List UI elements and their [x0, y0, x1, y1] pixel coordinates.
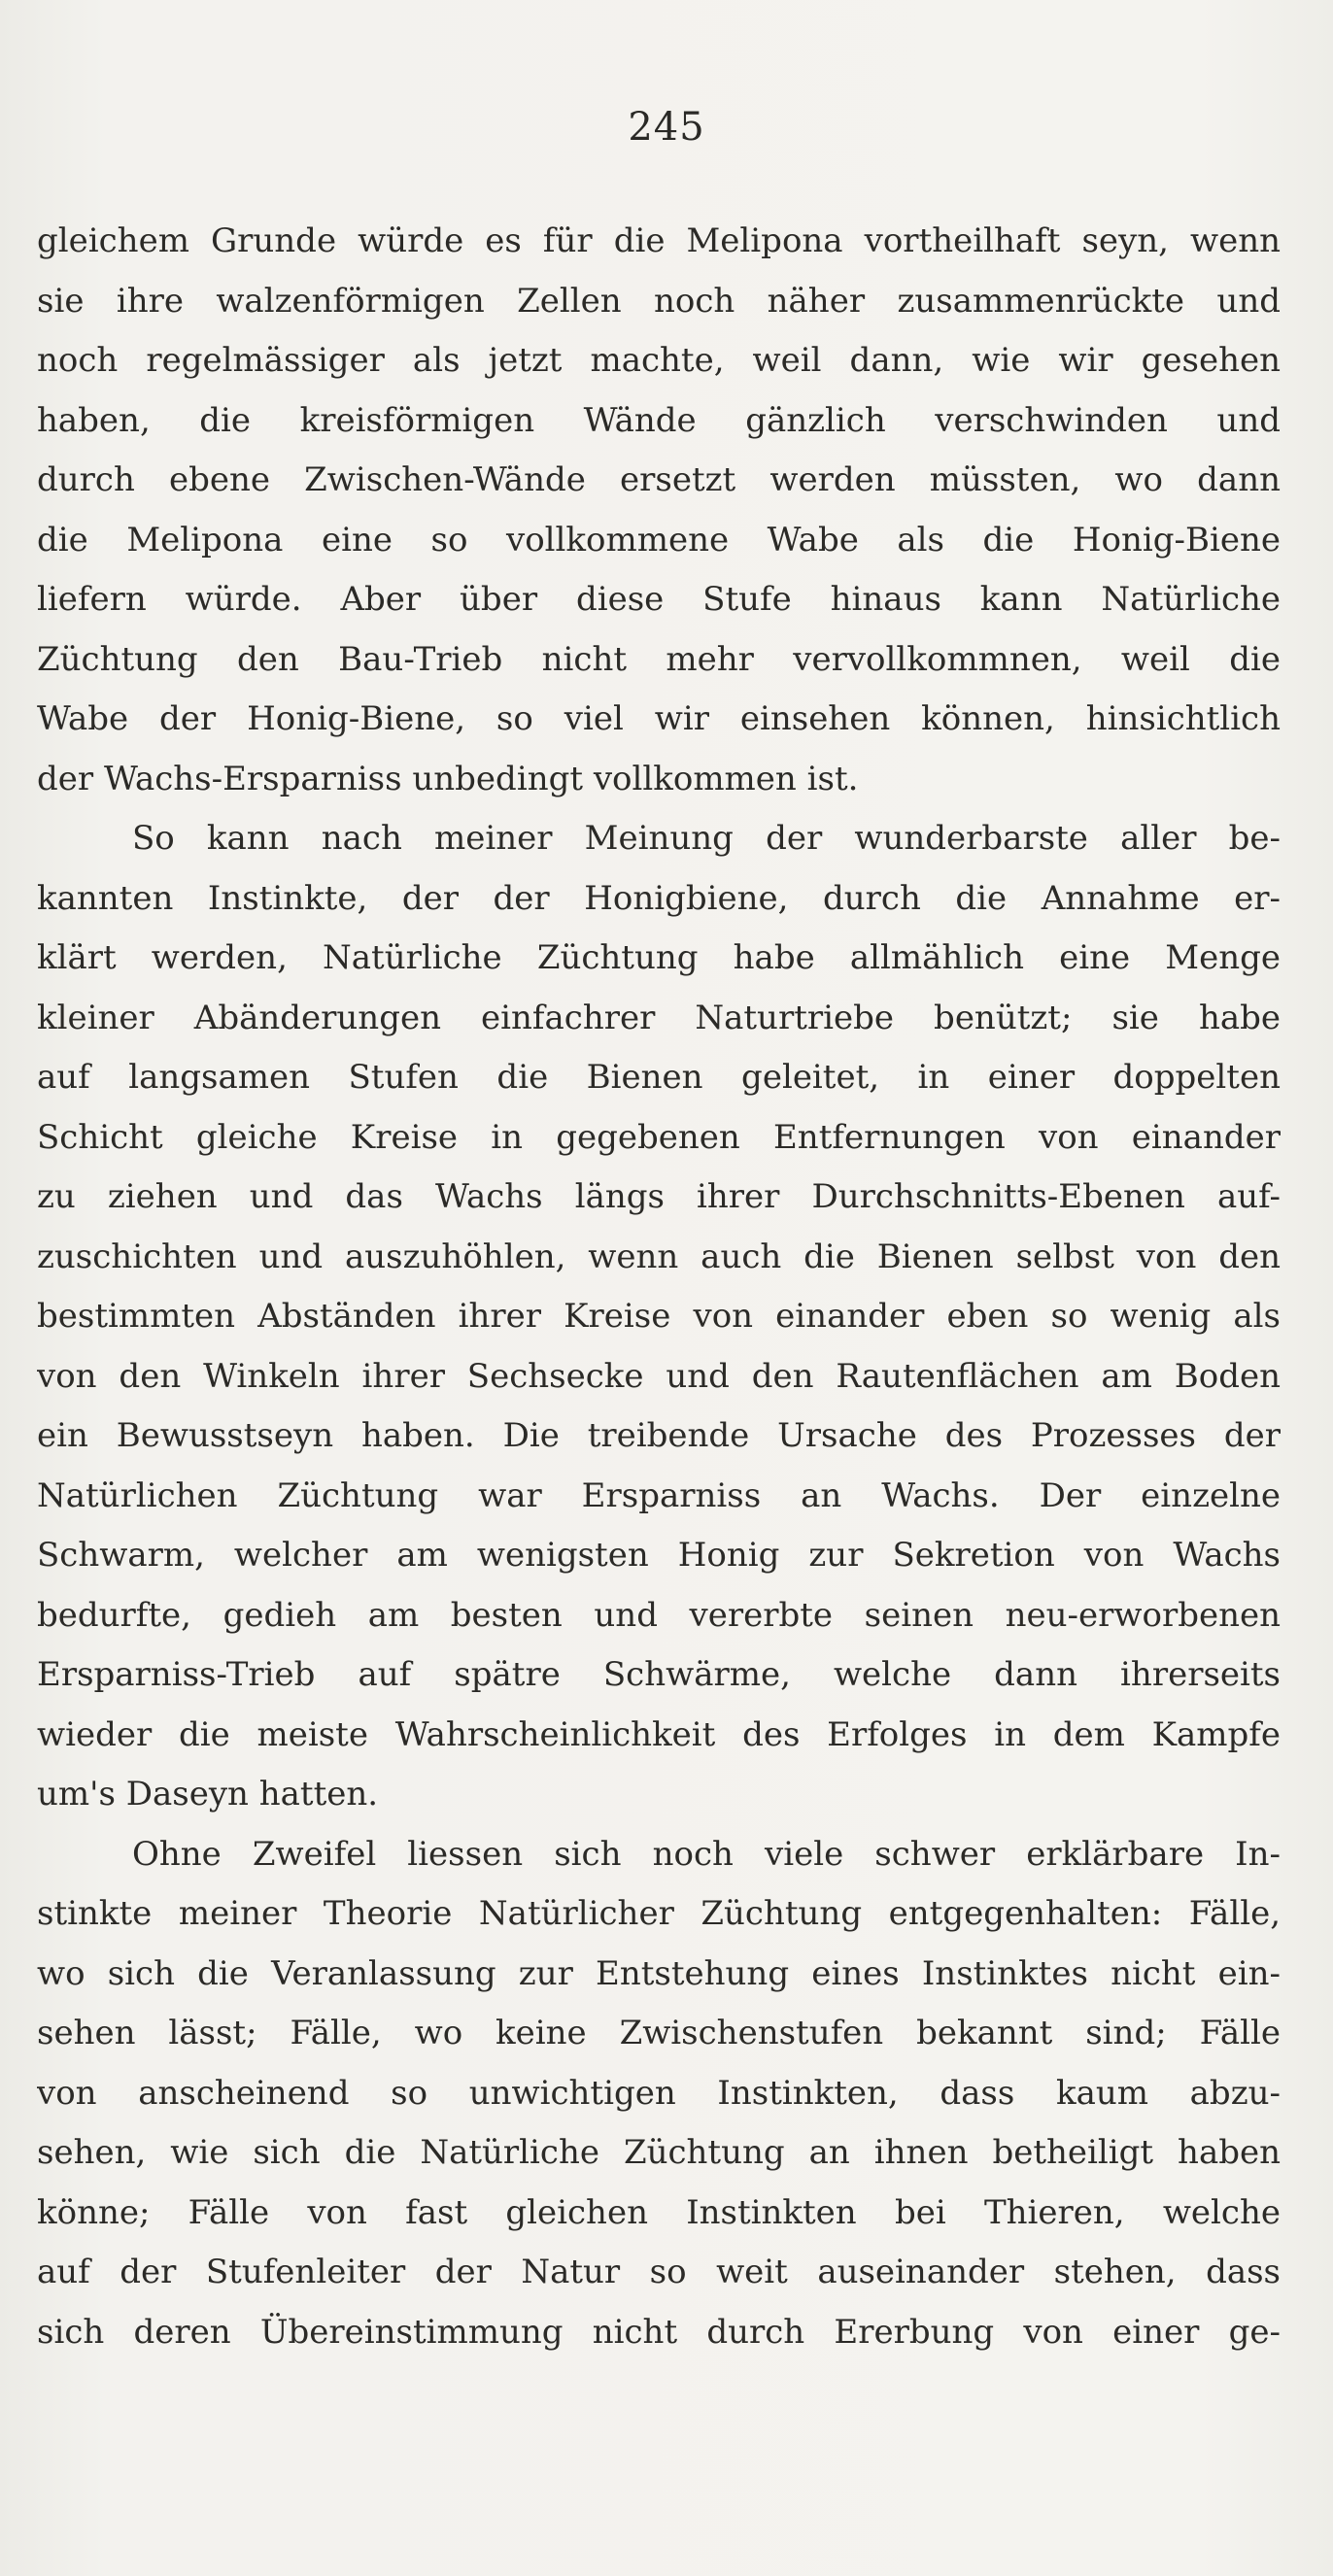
text-line: kannten Instinkte, der der Honigbiene, durch die Annahme er- [37, 878, 1281, 918]
text-line: um's Daseyn hatten. [37, 1775, 379, 1813]
text-line: kleiner Abänderungen einfachrer Naturtriebe benützt; sie habe [37, 998, 1281, 1037]
text-line: der Wachs-Ersparniss unbedingt vollkommen ist. [37, 759, 859, 798]
text-line: sehen lässt; Fälle, wo keine Zwischenstufen bekannt sind; Fälle [37, 2014, 1281, 2052]
text-line: Ersparniss-Trieb auf spätre Schwärme, welche dann ihrerseits [37, 1655, 1281, 1694]
text-line: Schwarm, welcher am wenigsten Honig zur Sekretion von Wachs [37, 1536, 1281, 1575]
text-line: könne; Fälle von fast gleichen Instinkten bei Thieren, welche [37, 2192, 1281, 2232]
text-line: zu ziehen und das Wachs längs ihrer Durchschnitts-Ebenen auf- [37, 1177, 1281, 1216]
text-line: sie ihre walzenförmigen Zellen noch näher zusammenrückte und [37, 281, 1281, 321]
text-line: Züchtung den Bau-Trieb nicht mehr vervollkommnen, weil die [37, 639, 1281, 679]
text-line: noch regelmässiger als jetzt machte, weil dann, wie wir gesehen [37, 341, 1281, 380]
text-line: gleichem Grunde würde es für die Melipona vortheilhaft seyn, wenn [37, 221, 1281, 260]
text-line: ein Bewusstseyn haben. Die treibende Ursache des Prozesses der [37, 1416, 1281, 1455]
text-line: von den Winkeln ihrer Sechsecke und den Rautenflächen am Boden [37, 1356, 1281, 1396]
page-number: 245 [628, 105, 705, 150]
text-line: durch ebene Zwischen-Wände ersetzt werden müssten, wo dann [37, 460, 1281, 499]
text-line: bestimmten Abständen ihrer Kreise von einander eben so wenig als [37, 1297, 1281, 1336]
text-line: Natürlichen Züchtung war Ersparniss an Wachs. Der einzelne [37, 1475, 1281, 1515]
text-line: auf der Stufenleiter der Natur so weit auseinander stehen, dass [37, 2253, 1281, 2291]
text-line: wieder die meiste Wahrscheinlichkeit des Erfolges in dem Kampfe [37, 1714, 1281, 1754]
text-line: Schicht gleiche Kreise in gegebenen Entfernungen von einander [37, 1117, 1281, 1157]
text-line: stinkte meiner Theorie Natürlicher Züchtung entgegenhalten: Fälle, [37, 1894, 1281, 1933]
text-line: haben, die kreisförmigen Wände gänzlich verschwinden und [37, 400, 1281, 440]
paragraph-start-line: Ohne Zweifel liessen sich noch viele schwer erklärbare In- [132, 1834, 1281, 1874]
text-line: sich deren Übereinstimmung nicht durch Ererbung von einer ge- [37, 2312, 1281, 2352]
text-line: auf langsamen Stufen die Bienen geleitet, in einer doppelten [37, 1058, 1281, 1097]
text-line: von anscheinend so unwichtigen Instinkten, dass kaum abzu- [37, 2073, 1281, 2113]
text-line: klärt werden, Natürliche Züchtung habe allmählich eine Menge [37, 938, 1281, 977]
text-line: Wabe der Honig-Biene, so viel wir einsehen können, hinsichtlich [37, 699, 1281, 738]
text-line: liefern würde. Aber über diese Stufe hinaus kann Natürliche [37, 580, 1281, 619]
text-line: wo sich die Veranlassung zur Entstehung eines Instinktes nicht ein- [37, 1953, 1281, 1993]
text-line: zuschichten und auszuhöhlen, wenn auch die Bienen selbst von den [37, 1237, 1281, 1276]
body-text [37, 212, 1281, 2362]
paragraph-start-line: So kann nach meiner Meinung der wunderbarste aller be- [132, 819, 1281, 858]
text-line: bedurfte, gedieh am besten und vererbte seinen neu-erworbenen [37, 1595, 1281, 1635]
text-line: die Melipona eine so vollkommene Wabe als die Honig-Biene [37, 520, 1281, 559]
text-line: sehen, wie sich die Natürliche Züchtung an ihnen betheiligt haben [37, 2133, 1281, 2172]
